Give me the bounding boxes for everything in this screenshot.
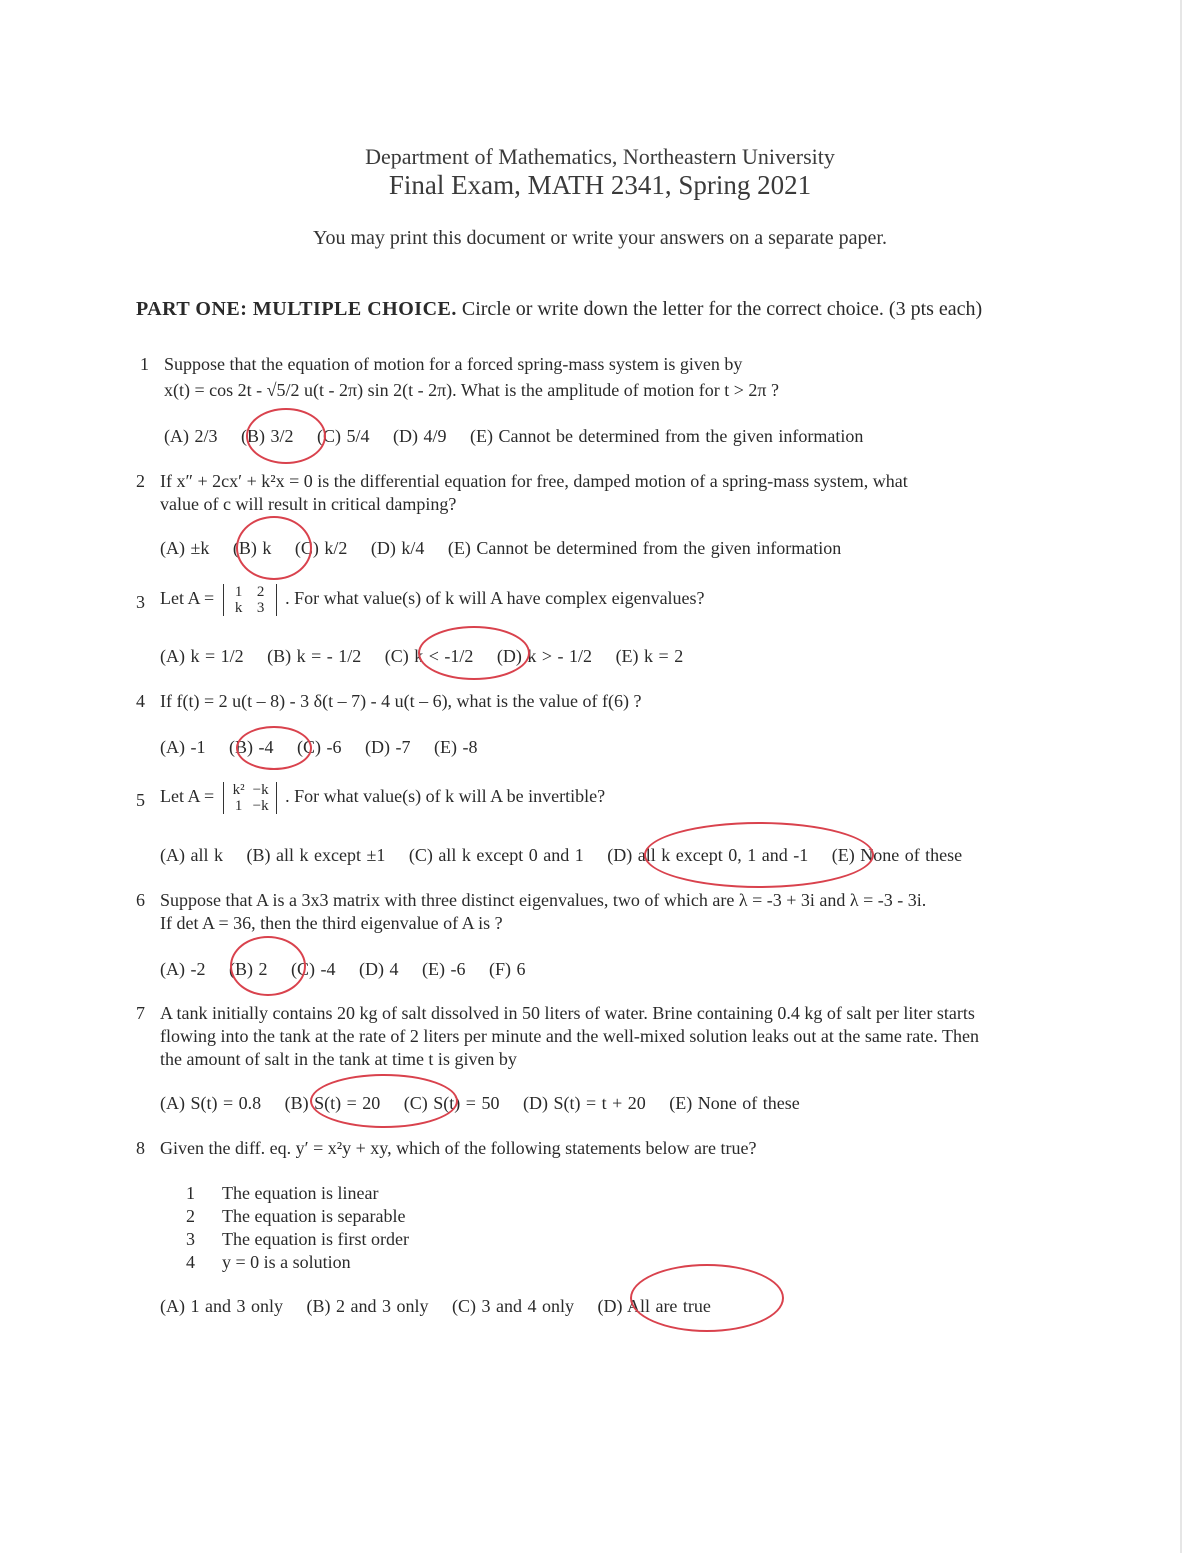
answer-options [164, 426, 881, 447]
option-e[interactable]: (E) None of these [831, 845, 963, 865]
option-c[interactable]: (C) -6 [296, 737, 342, 757]
matrix-a [223, 782, 277, 814]
option-d[interactable]: (D) S(t) = t + 20 [522, 1093, 646, 1113]
statement-number: 4 [186, 1252, 195, 1272]
option-b[interactable]: (B) k [232, 538, 272, 558]
question-number: 1 [140, 354, 149, 374]
option-b[interactable]: (B) 3/2 [241, 426, 294, 446]
matrix-suffix: . For what value(s) of k will A be invertible? [285, 786, 606, 807]
question-number: 6 [136, 890, 145, 910]
option-b[interactable]: (B) k = - 1/2 [267, 646, 362, 666]
matrix-prefix: Let A = [160, 588, 215, 609]
option-b[interactable]: (B) 2 [228, 959, 268, 979]
question-text: Given the diff. eq. y′ = x²y + xy, which of the following statements below are true? [160, 1138, 757, 1158]
option-a[interactable]: (A) 1 and 3 only [160, 1296, 283, 1316]
option-d[interactable]: (D) all k except 0, 1 and -1 [607, 845, 809, 865]
question-number: 2 [136, 471, 145, 491]
matrix-cell: −k [252, 782, 269, 798]
option-a[interactable]: (A) -1 [160, 737, 206, 757]
statement-text: y = 0 is a solution [222, 1252, 351, 1272]
statement-number: 1 [186, 1183, 195, 1203]
matrix-cell: 1 [234, 584, 243, 600]
matrix-prefix: Let A = [160, 786, 215, 807]
statement-text: The equation is linear [222, 1183, 379, 1203]
option-a[interactable]: (A) ±k [160, 538, 210, 558]
answer-options [160, 538, 859, 559]
option-a[interactable]: (A) all k [160, 845, 223, 865]
option-d[interactable]: (D) k > - 1/2 [496, 646, 593, 666]
question-text: A tank initially contains 20 kg of salt dissolved in 50 liters of water. Brine containing 0.4 kg of salt per liter starts [160, 1003, 975, 1023]
question-text [160, 584, 705, 616]
matrix-cell: 2 [256, 584, 265, 600]
option-a[interactable]: (A) S(t) = 0.8 [160, 1093, 262, 1113]
question-text: value of c will result in critical damping? [160, 494, 457, 514]
question-number: 7 [136, 1003, 145, 1023]
matrix-cell: 3 [256, 600, 265, 616]
option-c[interactable]: (C) 3 and 4 only [451, 1296, 574, 1316]
answer-options [160, 1296, 729, 1317]
question-text: the amount of salt in the tank at time t is given by [160, 1049, 517, 1069]
question-number: 5 [136, 790, 145, 810]
part-one-heading [136, 298, 982, 321]
option-c[interactable]: (C) -4 [290, 959, 336, 979]
question-number: 4 [136, 691, 145, 711]
option-a[interactable]: (A) 2/3 [164, 426, 218, 446]
option-d[interactable]: (D) k/4 [370, 538, 425, 558]
option-e[interactable]: (E) Cannot be determined from the given information [447, 538, 842, 558]
question-text [160, 782, 605, 814]
option-e[interactable]: (E) -8 [433, 737, 478, 757]
option-e[interactable]: (E) None of these [669, 1093, 800, 1113]
question-number: 8 [136, 1138, 145, 1158]
statement-number: 2 [186, 1206, 195, 1226]
answer-options [160, 959, 543, 980]
option-b[interactable]: (B) 2 and 3 only [306, 1296, 429, 1316]
question-text: Suppose that A is a 3x3 matrix with three distinct eigenvalues, two of which are λ = -3 + 3i and λ = -3 - 3i. [160, 890, 927, 910]
matrix-cell: k² [232, 782, 245, 798]
option-b[interactable]: (B) S(t) = 20 [284, 1093, 381, 1113]
question-text: flowing into the tank at the rate of 2 liters per minute and the well-mixed solution leaks out at the same rate. Then [160, 1026, 979, 1046]
answer-options [160, 1093, 818, 1114]
statement-text: The equation is separable [222, 1206, 406, 1226]
statement-number: 3 [186, 1229, 195, 1249]
option-e[interactable]: (E) -6 [421, 959, 466, 979]
matrix-cell: −k [252, 798, 269, 814]
matrix-cell: 1 [234, 798, 243, 814]
matrix-a [223, 584, 277, 616]
option-d[interactable]: (D) -7 [364, 737, 411, 757]
exam-title: Final Exam, MATH 2341, Spring 2021 [388, 170, 812, 200]
answer-options [160, 845, 980, 866]
question-text: If x″ + 2cx′ + k²x = 0 is the differential equation for free, damped motion of a spring-mass system, what [160, 471, 908, 491]
question-text: Suppose that the equation of motion for a forced spring-mass system is given by [164, 354, 743, 374]
question-number: 3 [136, 592, 145, 612]
option-a[interactable]: (A) k = 1/2 [160, 646, 244, 666]
question-text: If f(t) = 2 u(t – 8) - 3 δ(t – 7) - 4 u(t – 6), what is the value of f(6) ? [160, 691, 642, 711]
option-c[interactable]: (C) k < -1/2 [384, 646, 474, 666]
option-a[interactable]: (A) -2 [160, 959, 206, 979]
answer-options [160, 646, 701, 667]
matrix-cell: k [234, 600, 243, 616]
option-e[interactable]: (E) Cannot be determined from the given information [470, 426, 864, 446]
option-c[interactable]: (C) S(t) = 50 [403, 1093, 500, 1113]
exam-instructions: You may print this document or write your answers on a separate paper. [313, 227, 887, 249]
option-b[interactable]: (B) all k except ±1 [246, 845, 386, 865]
answer-options [160, 737, 495, 758]
matrix-suffix: . For what value(s) of k will A have complex eigenvalues? [285, 588, 705, 609]
option-d[interactable]: (D) 4 [358, 959, 399, 979]
part-one-title: PART ONE: MULTIPLE CHOICE. [136, 298, 457, 320]
option-c[interactable]: (C) 5/4 [317, 426, 370, 446]
option-b[interactable]: (B) -4 [228, 737, 274, 757]
statement-text: The equation is first order [222, 1229, 409, 1249]
option-d[interactable]: (D) 4/9 [393, 426, 447, 446]
option-e[interactable]: (E) k = 2 [615, 646, 684, 666]
option-c[interactable]: (C) k/2 [294, 538, 348, 558]
part-one-directions: Circle or write down the letter for the correct choice. (3 pts each) [461, 298, 983, 320]
department-heading: Department of Mathematics, Northeastern University [365, 144, 835, 169]
question-text: x(t) = cos 2t - √5/2 u(t - 2π) sin 2(t - 2π). What is the amplitude of motion for t > 2π ? [164, 380, 780, 400]
option-c[interactable]: (C) all k except 0 and 1 [408, 845, 584, 865]
option-d[interactable]: (D) All are true [597, 1296, 711, 1316]
question-text: If det A = 36, then the third eigenvalue of A is ? [160, 913, 503, 933]
option-f[interactable]: (F) 6 [488, 959, 526, 979]
